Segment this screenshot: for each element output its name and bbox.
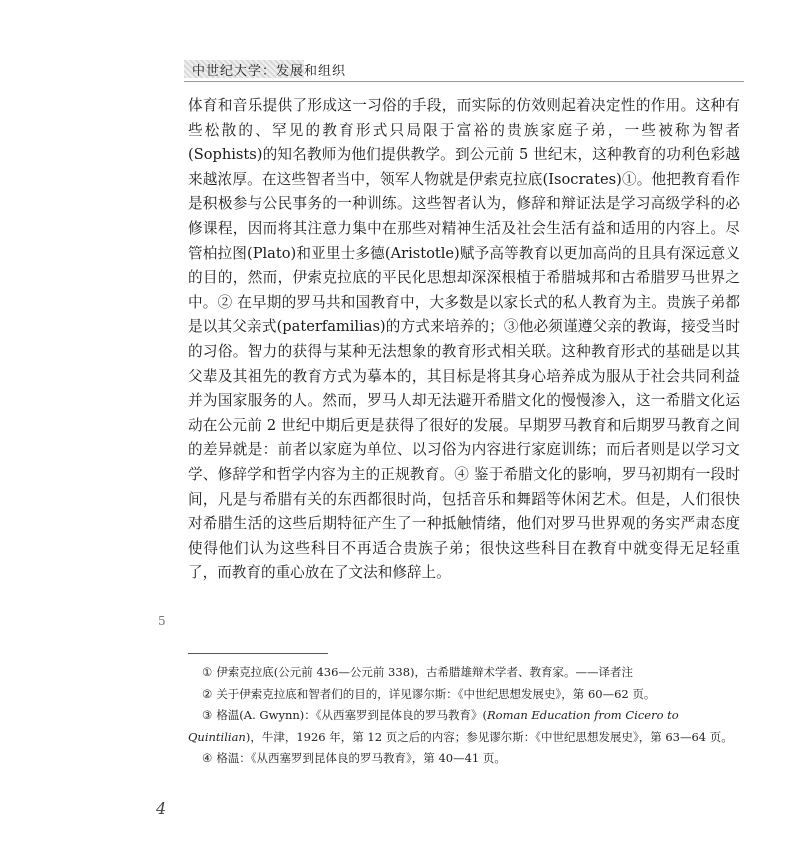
footnote-4 — [188, 748, 744, 770]
body-paragraph: 体育和音乐提供了形成这一习俗的手段，而实际的仿效则起着决定性的作用。这种有些松散的、罕见的教育形式只局限于富裕的贵族家庭子弟，一些被称为智者(Sophists)的知名教师为他们提供教学。到公元前 5 世纪末，这种教育的功利色彩越来越浓厚。在这些智者当中，领军人物就是伊索克拉底(Isocrates)①。他把教育看作是积极参与公民事务的一种训练。这些智者认为，修辞和辩证法是学习高级学科的必修课程，因而将其注意力集中在那些对精神生活及社会生活有益和适用的内容上。尽管柏拉图(Plato)和亚里士多德(Aristotle)赋予高等教育以更加高尚的且具有深远意义的目的，然而，伊索克拉底的平民化思想却深深根植于希腊城邦和古希腊罗马世界之中。② 在早期的罗马共和国教育中，大多数是以家长式的私人教育为主。贵族子弟都是以其父亲式(paterfamilias)的方式来培养的；③他必须谨遵父亲的教诲，接受当时的习俗。智力的获得与某种无法想象的教育形式相关联。这种教育形式的基础是以其父辈及其祖先的教育方式为摹本的，其目标是将其身心培养成为服从于社会共同利益并为国家服务的人。然而，罗马人却无法避开希腊文化的慢慢渗入，这一希腊文化运动在公元前 2 世纪中期后更是获得了很好的发展。早期罗马教育和后期罗马教育之间的差异就是：前者以家庭为单位、以习俗为内容进行家庭训练；而后者则是以学习文学、修辞学和哲学内容为主的正规教育。④ 鉴于希腊文化的影响，罗马初期有一段时间，凡是与希腊有关的东西都很时尚，包括音乐和舞蹈等休闲艺术。但是，人们很快对希腊生活的这些后期特征产生了一种抵触情绪，他们对罗马世界观的务实严肃态度使得他们认为这些科目不再适合贵族子弟；很快这些科目在教育中就变得无足轻重了，而教育的重心放在了文法和修辞上。 — [188, 97, 740, 582]
footnote-1 — [188, 662, 744, 684]
footnote-4-mark: ④ — [202, 751, 213, 765]
footnote-2-text: 关于伊索克拉底和智者们的目的，详见谬尔斯：《中世纪思想发展史》，第 60—62 页。 — [216, 686, 656, 701]
main-body-text — [188, 94, 740, 586]
footnote-3-text-after: )，牛津，1926 年，第 12 页之后的内容；参见谬尔斯：《中世纪思想发展史》，第 63—64 页。 — [245, 729, 733, 744]
footnote-1-text: 伊索克拉底(公元前 436—公元前 338)，古希腊雄辩术学者、教育家。——译者注 — [216, 665, 633, 679]
footnote-4-text: 格温：《从西塞罗到昆体良的罗马教育》，第 40—41 页。 — [216, 751, 506, 765]
footnote-3-mark: ③ — [202, 708, 213, 722]
footnote-1-mark: ① — [202, 665, 213, 679]
header-rule — [184, 81, 744, 82]
running-header — [184, 58, 744, 80]
footnote-3-text-before: 格温(A. Gwynn)：《从西塞罗到昆体良的罗马教育》( — [216, 708, 487, 722]
footnote-3 — [188, 705, 744, 748]
footnote-2-mark: ② — [202, 686, 213, 701]
footnote-3-italic-title: Roman Education from Cicero to Quintilian — [188, 708, 679, 744]
footnote-2 — [188, 684, 744, 706]
running-title: 中世纪大学：发展和组织 — [192, 63, 347, 79]
footnote-separator — [188, 653, 328, 654]
page-number: 4 — [156, 799, 167, 818]
line-number-marker: 5 — [158, 614, 166, 628]
footnotes — [188, 662, 744, 770]
